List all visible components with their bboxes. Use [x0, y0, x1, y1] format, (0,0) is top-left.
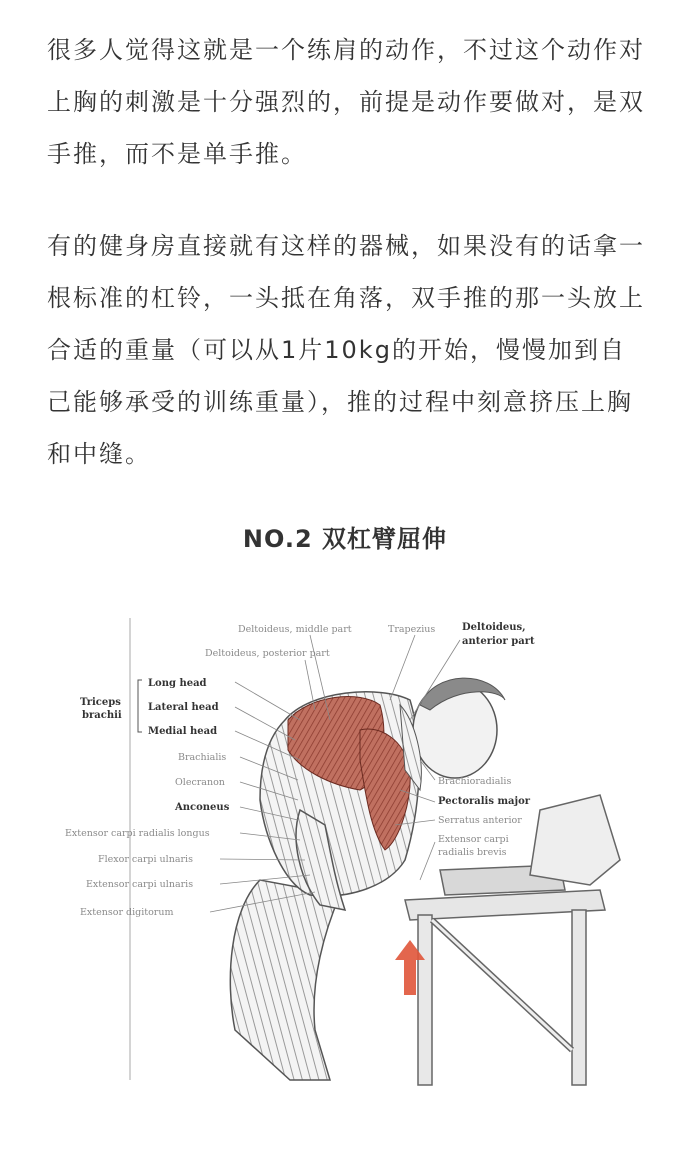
label-ext-carpi-brevis-1: Extensor carpi	[438, 834, 509, 845]
triceps-bracket	[138, 680, 142, 732]
section-heading: NO.2 双杠臂屈伸	[242, 525, 448, 553]
label-serratus-anterior: Serratus anterior	[438, 815, 522, 826]
label-deltoid-anterior-2: anterior part	[462, 636, 535, 647]
label-ext-digitorum: Extensor digitorum	[80, 907, 174, 918]
label-triceps: Triceps	[80, 697, 121, 708]
label-ext-carpi-ulnaris: Extensor carpi ulnaris	[86, 879, 194, 890]
label-trapezius: Trapezius	[388, 624, 436, 635]
label-deltoid-anterior-1: Deltoideus,	[462, 622, 526, 633]
label-medial-head: Medial head	[148, 726, 218, 737]
label-flexor-carpi-ulnaris: Flexor carpi ulnaris	[98, 854, 193, 865]
label-lateral-head: Lateral head	[148, 702, 219, 713]
label-deltoid-posterior: Deltoideus, posterior part	[205, 648, 330, 659]
label-deltoid-middle: Deltoideus, middle part	[238, 624, 352, 635]
label-brachii: brachii	[82, 710, 122, 721]
anatomy-diagram	[60, 610, 640, 1090]
paragraph-equipment-tips: 有的健身房直接就有这样的器械，如果没有的话拿一根标准的杠铃，一头抵在角落，双手推的那一头放上合适的重量（可以从1片10kg的开始，慢慢加到自己能够承受的训练重量），推的过程中刻意挤压上胸和中缝。	[47, 232, 645, 468]
label-ext-carpi-brevis-2: radialis brevis	[438, 847, 507, 858]
dip-exercise-illustration	[60, 610, 640, 1090]
label-ext-carpi-rad-longus: Extensor carpi radialis longus	[65, 828, 210, 839]
paragraph-shoulder-press: 很多人觉得这就是一个练肩的动作，不过这个动作对上胸的刺激是十分强烈的，前提是动作要做对，是双手推，而不是单手推。	[47, 36, 645, 168]
label-long-head: Long head	[148, 678, 207, 689]
label-anconeus: Anconeus	[175, 802, 230, 813]
label-olecranon: Olecranon	[175, 777, 225, 788]
label-brachioradialis: Brachioradialis	[438, 776, 512, 787]
label-brachialis: Brachialis	[178, 752, 227, 763]
label-pectoralis-major: Pectoralis major	[438, 796, 531, 807]
